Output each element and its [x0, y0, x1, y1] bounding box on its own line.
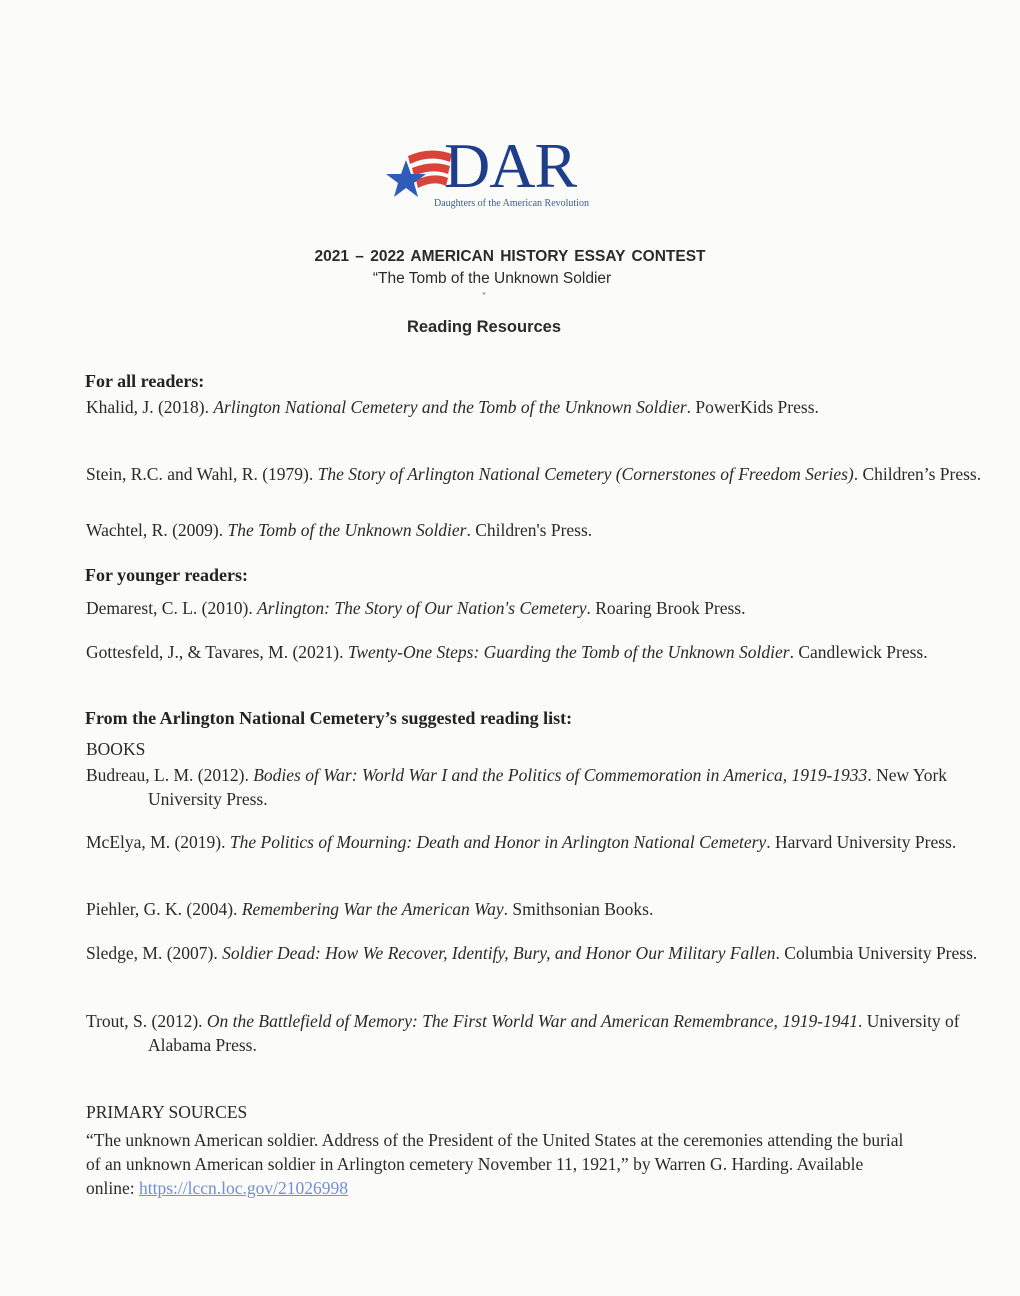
ref-author: Wachtel, R. (2009). [86, 520, 228, 540]
ref-author: Piehler, G. K. (2004). [86, 899, 242, 919]
reference-item [86, 897, 988, 921]
heading-arlington-list: From the Arlington National Cemetery’s suggested reading list: [85, 708, 573, 728]
ref-author: Khalid, J. (2018). [86, 397, 214, 417]
ref-author: Budreau, L. M. (2012). [86, 765, 254, 785]
ref-title: The Politics of Mourning: Death and Honor in Arlington National Cemetery [229, 832, 767, 852]
ref-author: Trout, S. (2012). [86, 1011, 207, 1031]
ref-publisher: . Roaring Brook Press. [586, 598, 746, 618]
contest-subtitle: “The Tomb of the Unknown Soldier [372, 270, 612, 287]
reference-item [86, 830, 988, 854]
reference-item [86, 763, 988, 811]
ref-title: The Story of Arlington National Cemetery (Cornerstones of Freedom Series) [317, 464, 854, 484]
reference-item [86, 941, 988, 965]
ref-title: Arlington National Cemetery and the Tomb of the Unknown Soldier [213, 397, 687, 417]
primary-source-link[interactable]: https://lccn.loc.gov/21026998 [138, 1178, 348, 1198]
ref-author: Stein, R.C. and Wahl, R. (1979). [86, 464, 318, 484]
ref-publisher: . PowerKids Press. [686, 397, 819, 417]
ref-publisher: . New York University Press. [148, 765, 948, 809]
primary-source-text: “The unknown American soldier. Address of the President of the United States at the ceremonies attending the burial of an unknown American soldier in Arlington cemetery November 11, 1921,” by Warren G. Harding. Available online: [86, 1130, 904, 1198]
reference-item [86, 518, 988, 542]
ref-publisher: . Children's Press. [466, 520, 593, 540]
ref-title: Soldier Dead: How We Recover, Identify, Bury, and Honor Our Military Fallen [222, 943, 776, 963]
ref-author: Demarest, C. L. (2010). [86, 598, 258, 618]
ref-title: Twenty-One Steps: Guarding the Tomb of the Unknown Soldier [347, 642, 790, 662]
ref-title: Bodies of War: World War I and the Politics of Commemoration in America, 1919-1933 [253, 765, 868, 785]
ref-title: On the Battlefield of Memory: The First World War and American Remembrance, 1919-1941 [206, 1011, 859, 1031]
logo-wordmark: DAR [444, 130, 577, 201]
ref-author: Gottesfeld, J., & Tavares, M. (2021). [86, 642, 348, 662]
reference-item [86, 596, 988, 620]
stray-quote-mark: " [482, 291, 486, 301]
reference-item [86, 640, 988, 664]
reference-item [86, 462, 988, 486]
reference-item [86, 1009, 988, 1057]
ref-author: McElya, M. (2019). [86, 832, 230, 852]
logo-tagline: Daughters of the American Revolution [434, 198, 589, 209]
ref-title: The Tomb of the Unknown Soldier [227, 520, 467, 540]
books-label: BOOKS [86, 739, 146, 759]
heading-all-readers: For all readers: [85, 371, 205, 391]
primary-sources-label: PRIMARY SOURCES [86, 1102, 248, 1122]
section-title: Reading Resources [406, 318, 562, 336]
heading-younger-readers: For younger readers: [85, 565, 248, 585]
ref-title: Remembering War the American Way [241, 899, 504, 919]
contest-title: 2021 – 2022 AMERICAN HISTORY ESSAY CONTEST [314, 248, 706, 265]
ref-publisher: . Smithsonian Books. [503, 899, 654, 919]
dar-logo [386, 130, 596, 216]
ref-publisher: . Candlewick Press. [789, 642, 928, 662]
reference-item [86, 395, 988, 419]
ref-publisher: . University of Alabama Press. [148, 1011, 960, 1055]
ref-publisher: . Children’s Press. [853, 464, 982, 484]
ref-publisher: . Columbia University Press. [775, 943, 978, 963]
ref-publisher: . Harvard University Press. [766, 832, 957, 852]
primary-source-citation [86, 1128, 906, 1200]
ref-title: Arlington: The Story of Our Nation's Cemetery [257, 598, 587, 618]
ref-author: Sledge, M. (2007). [86, 943, 223, 963]
